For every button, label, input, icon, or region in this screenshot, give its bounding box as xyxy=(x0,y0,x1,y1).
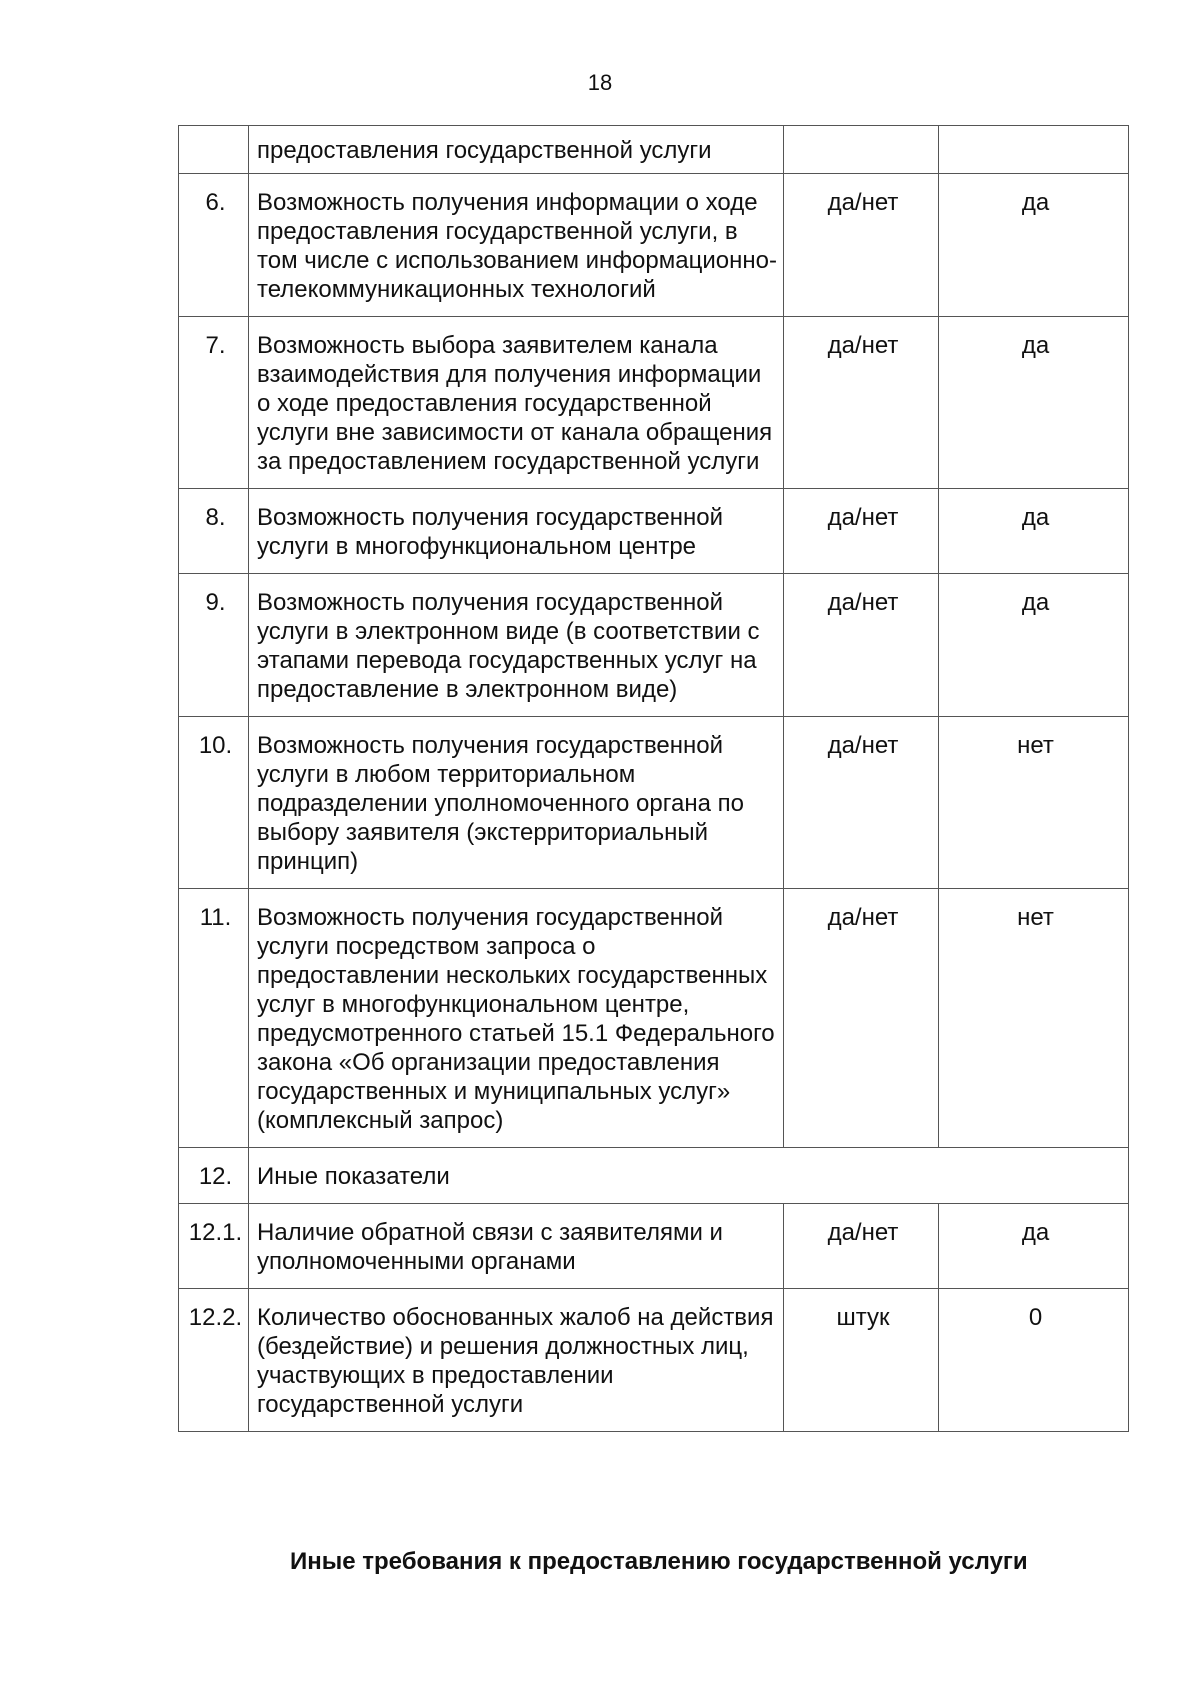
row-number: 12. xyxy=(179,1148,249,1204)
value-cell: да xyxy=(939,1204,1129,1289)
row-number: 12.2. xyxy=(179,1289,249,1432)
unit-cell: да/нет xyxy=(784,889,939,1148)
value-cell: 0 xyxy=(939,1289,1129,1432)
value-cell: да xyxy=(939,317,1129,489)
indicator-name: Количество обоснованных жалоб на действия (бездействие) и решения должностных лиц, участвующих в предоставлении государственной услуги xyxy=(249,1289,784,1432)
indicator-name: Возможность получения государственной услуги в электронном виде (в соответствии с этапами перевода государственных услуг на предоставление в электронном виде) xyxy=(249,574,784,717)
value-cell xyxy=(939,126,1129,174)
page-number: 18 xyxy=(587,70,613,95)
table-row xyxy=(179,889,1129,1148)
indicator-name: Возможность получения государственной услуги в любом территориальном подразделении уполномоченного органа по выбору заявителя (экстерриториальный принцип) xyxy=(249,717,784,889)
unit-cell: да/нет xyxy=(784,574,939,717)
indicator-name: Возможность выбора заявителем канала взаимодействия для получения информации о ходе предоставления государственной услуги вне зависимости от канала обращения за предоставлением государственной услуги xyxy=(249,317,784,489)
value-cell: да xyxy=(939,574,1129,717)
unit-cell: да/нет xyxy=(784,317,939,489)
table-row xyxy=(179,317,1129,489)
unit-cell: да/нет xyxy=(784,489,939,574)
row-number: 10. xyxy=(179,717,249,889)
indicator-name: Возможность получения государственной услуги в многофункциональном центре xyxy=(249,489,784,574)
row-number: 11. xyxy=(179,889,249,1148)
indicator-group-name: Иные показатели xyxy=(249,1148,1129,1204)
unit-cell: да/нет xyxy=(784,174,939,317)
unit-cell: штук xyxy=(784,1289,939,1432)
unit-cell: да/нет xyxy=(784,717,939,889)
indicator-name: Возможность получения государственной услуги посредством запроса о предоставлении нескольких государственных услуг в многофункциональном центре, предусмотренного статьей 15.1 Федерального закона «Об организации предоставления государственных и муниципальных услуг» (комплексный запрос) xyxy=(249,889,784,1148)
table-row xyxy=(179,1148,1129,1204)
table-row xyxy=(179,574,1129,717)
section-heading: Иные требования к предоставлению государственной услуги xyxy=(290,1548,1028,1575)
value-cell: нет xyxy=(939,889,1129,1148)
unit-cell: да/нет xyxy=(784,1204,939,1289)
indicator-name: предоставления государственной услуги xyxy=(249,126,784,174)
value-cell: да xyxy=(939,489,1129,574)
unit-cell xyxy=(784,126,939,174)
row-number: 12.1. xyxy=(179,1204,249,1289)
row-number: 6. xyxy=(179,174,249,317)
row-number xyxy=(179,126,249,174)
row-number: 9. xyxy=(179,574,249,717)
indicator-name: Наличие обратной связи с заявителями и уполномоченными органами xyxy=(249,1204,784,1289)
row-number: 8. xyxy=(179,489,249,574)
table-row xyxy=(179,1289,1129,1432)
table-row xyxy=(179,1204,1129,1289)
indicator-name: Возможность получения информации о ходе предоставления государственной услуги, в том числе с использованием информационно-телекоммуникационных технологий xyxy=(249,174,784,317)
indicators-table xyxy=(178,125,1129,1432)
table-row xyxy=(179,717,1129,889)
value-cell: нет xyxy=(939,717,1129,889)
table-row xyxy=(179,174,1129,317)
table-row xyxy=(179,126,1129,174)
value-cell: да xyxy=(939,174,1129,317)
row-number: 7. xyxy=(179,317,249,489)
table-row xyxy=(179,489,1129,574)
